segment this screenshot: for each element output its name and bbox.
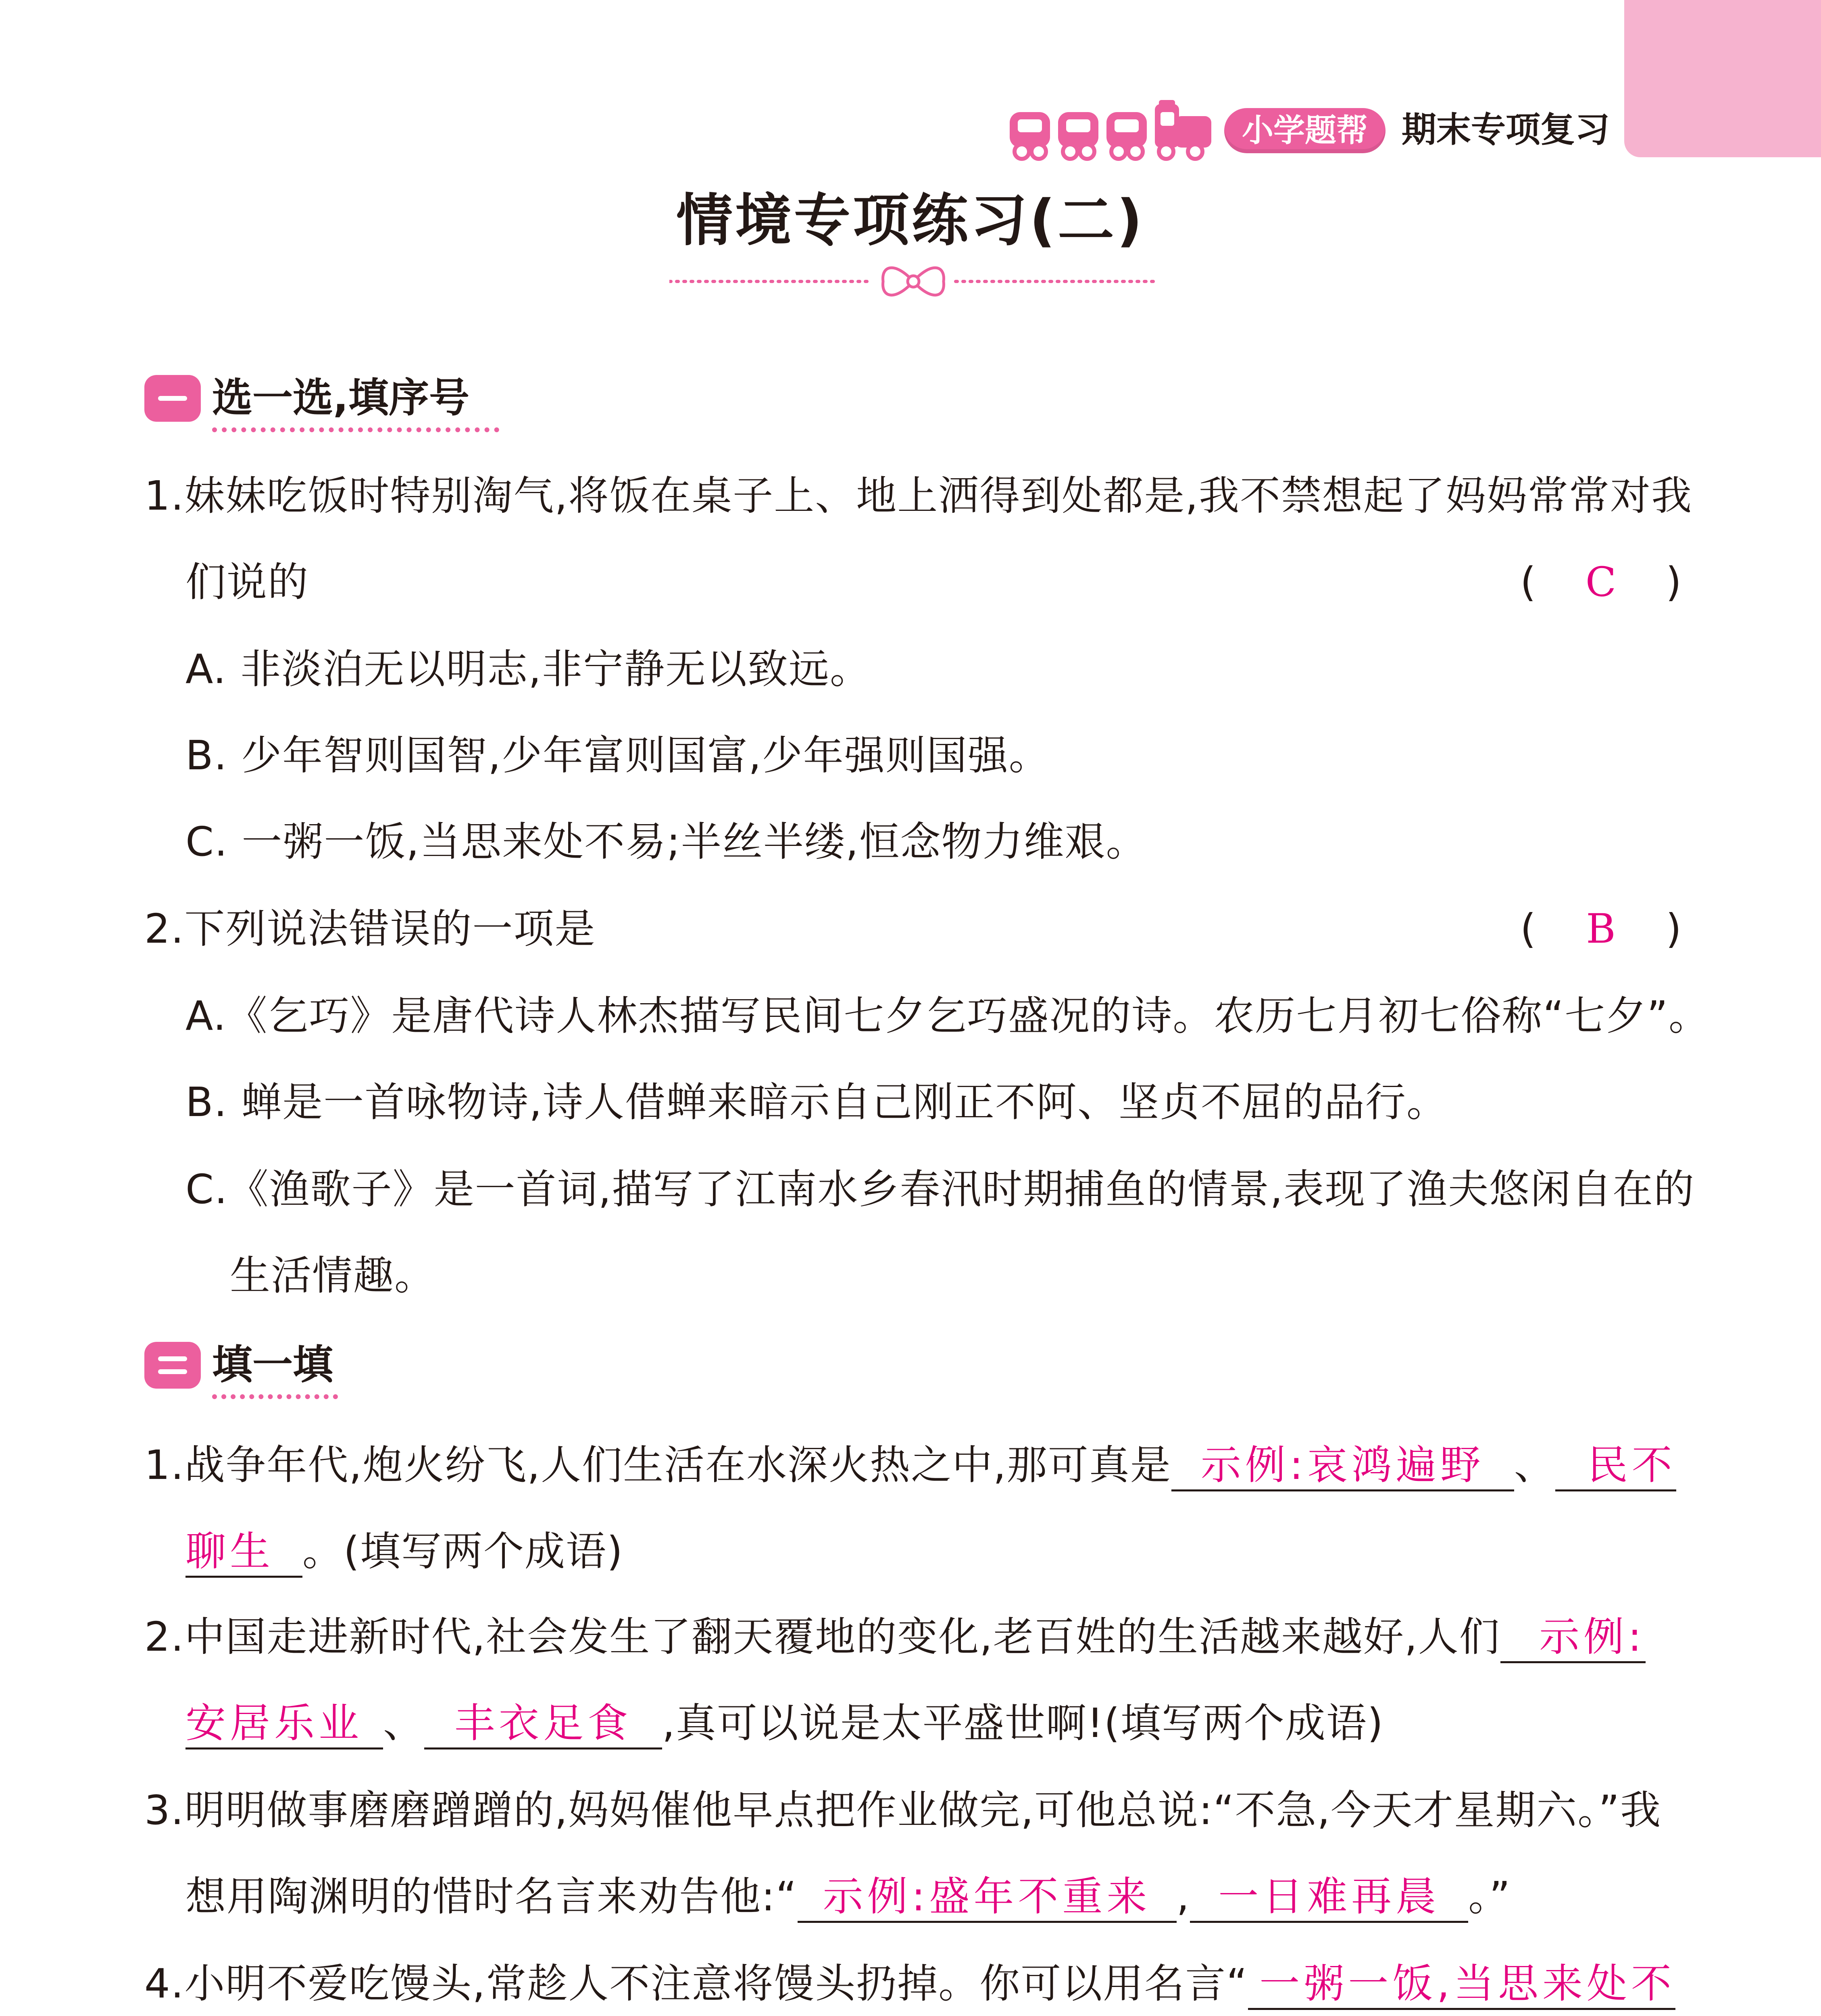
- bow-divider-icon: [669, 261, 1157, 302]
- s1-q1-option-a: A. 非淡泊无以明志,非宁静无以致远。: [185, 646, 871, 693]
- page-title: 情境专项练习(二): [676, 188, 1145, 254]
- s1-q1-line2: 们说的: [185, 558, 309, 606]
- s2-q1-blank1: 示例:哀鸿遍野: [1171, 1441, 1514, 1491]
- s2-q2-blank2: 丰衣足食: [424, 1699, 662, 1749]
- s2-q1-line1: 1.战争年代,炮火纷飞,人们生活在水深火热之中,那可真是 示例:哀鸿遍野 、 民不: [144, 1437, 1676, 1493]
- section-2-title: 填一填: [212, 1341, 333, 1388]
- s2-q2-blank1a: 示例:: [1500, 1613, 1646, 1663]
- s1-q1-line1: 1.妹妹吃饭时特别淘气,将饭在桌子上、地上洒得到处都是,我不禁想起了妈妈常常对我: [144, 472, 1692, 519]
- train-icon: [1006, 100, 1215, 165]
- series-label: 期末专项复习: [1402, 110, 1610, 150]
- brand-badge: 小学题帮: [1224, 108, 1386, 153]
- s1-q2-option-b: B. 蝉是一首咏物诗,诗人借蝉来暗示自己刚正不阿、坚贞不屈的品行。: [185, 1079, 1448, 1126]
- section-1-title: 选一选,填序号: [212, 374, 469, 421]
- s1-q1-option-c: C. 一粥一饭,当思来处不易;半丝半缕,恒念物力维艰。: [185, 818, 1147, 865]
- s1-q2-option-a: A.《乞巧》是唐代诗人林杰描写民间七夕乞巧盛况的诗。农历七月初七俗称“七夕”。: [185, 992, 1710, 1039]
- s2-q4-blank-a: 一粥一饭,当思来处不: [1248, 1960, 1675, 2010]
- s2-q3-line2: 想用陶渊明的惜时名言来劝告他:“ 示例:盛年不重来 , 一日难再晨 。”: [185, 1868, 1511, 1925]
- s2-q3-blank1: 示例:盛年不重来: [798, 1872, 1177, 1923]
- section-2-badge: [144, 1342, 201, 1389]
- s2-q2-blank1b: 安居乐业: [185, 1699, 383, 1749]
- s2-q1-blank2a: 民不: [1555, 1441, 1676, 1491]
- s2-q3-blank2: 一日难再晨: [1190, 1872, 1468, 1923]
- s1-q2-option-c: C.《渔歌子》是一首词,描写了江南水乡春汛时期捕鱼的情景,表现了渔夫悠闲自在的: [185, 1166, 1695, 1213]
- s1-q2-stem: 2.下列说法错误的一项是: [144, 905, 596, 952]
- s1-q2-option-c-cont: 生活情趣。: [230, 1252, 435, 1299]
- s2-q1-blank2b: 聊生: [185, 1527, 302, 1578]
- section-1-badge: [144, 375, 201, 422]
- s1-q1-option-b: B. 少年智则国智,少年富则国富,少年强则国强。: [185, 732, 1050, 779]
- s2-q3-line1: 3.明明做事磨磨蹭蹭的,妈妈催他早点把作业做完,可他总说:“不急,今天才星期六。”我: [144, 1787, 1662, 1834]
- s2-q1-line2: 聊生 。(填写两个成语): [185, 1523, 623, 1580]
- corner-tab: [1624, 0, 1821, 157]
- s2-q2-line1: 2.中国走进新时代,社会发生了翻天覆地的变化,老百姓的生活越来越好,人们 示例:: [144, 1609, 1646, 1665]
- s2-q4-line1: 4.小明不爱吃馒头,常趁人不注意将馒头扔掉。你可以用名言“ 一粥一饭,当思来处不: [144, 1956, 1675, 2012]
- s2-q2-line2: 安居乐业 、 丰衣足食 ,真可以说是太平盛世啊!(填写两个成语): [185, 1695, 1384, 1752]
